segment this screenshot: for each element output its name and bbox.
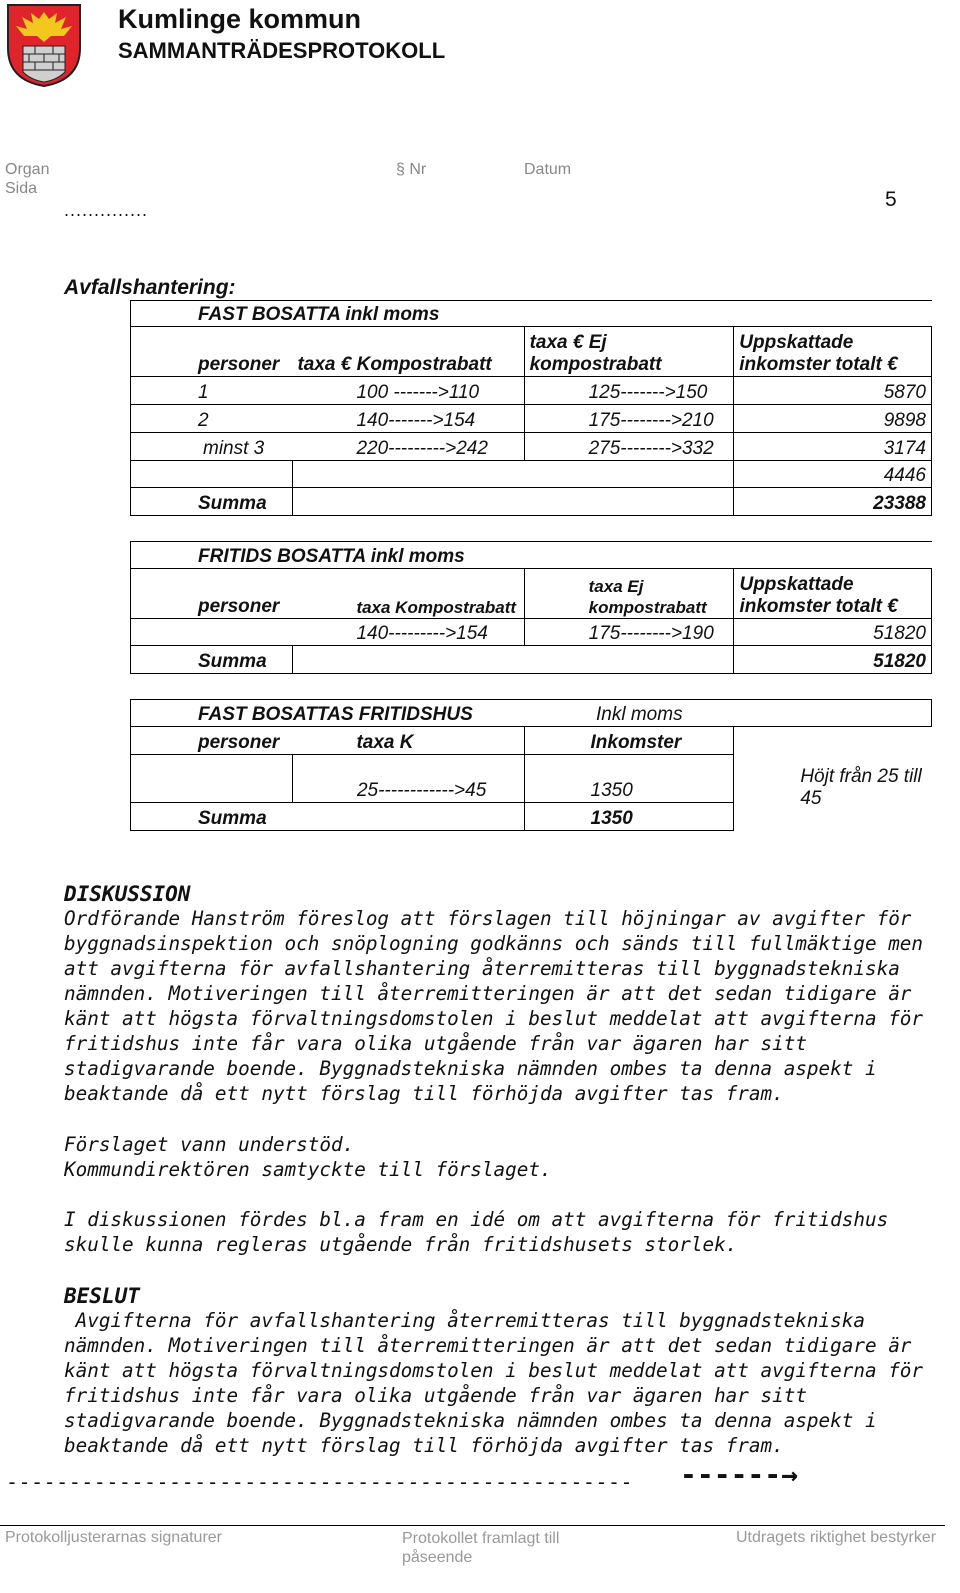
- decision-heading: BESLUT: [64, 1284, 140, 1308]
- table-caption: FAST BOSATTA inkl moms: [131, 301, 932, 327]
- table-row: [131, 377, 932, 405]
- municipal-crest-icon: [5, 2, 83, 88]
- column-header: personer: [131, 727, 293, 755]
- table-cell: [292, 461, 524, 488]
- table-cell: 51820: [734, 619, 932, 646]
- column-header: Inkomster: [524, 727, 734, 755]
- table-cell: 220--------->242: [292, 433, 524, 461]
- table-cell: [131, 619, 293, 646]
- fast-bosatta-table: [130, 300, 932, 516]
- table-cell: 1350: [524, 755, 734, 803]
- municipality-name: Kumlinge kommun: [118, 4, 362, 34]
- organ-label: Organ: [5, 161, 50, 178]
- discussion-paragraph: I diskussionen fördes bl.a fram en idé om att avgifterna för fritidshus skulle kunna regleras utgående från fritidshusets storlek.: [64, 1208, 900, 1256]
- paragraph-number-label: § Nr: [396, 161, 427, 178]
- table-caption: FRITIDS BOSATTA inkl moms: [131, 542, 932, 569]
- document-type: SAMMANTRÄDESPROTOKOLL: [118, 38, 446, 63]
- table-cell: 125------->150: [524, 377, 734, 405]
- sum-row: [131, 488, 932, 516]
- page-number: 5: [885, 188, 897, 211]
- table-cell: minst 3: [131, 433, 293, 461]
- column-header: personer: [131, 327, 293, 377]
- table-cell: 2: [131, 405, 293, 433]
- discussion-paragraph: Förslaget vann understöd.: [64, 1133, 355, 1156]
- organ-placeholder-dots: ..............: [64, 200, 149, 220]
- sida-label: Sida: [5, 180, 38, 197]
- discussion-paragraph: Kommundirektören samtyckte till förslaget.: [64, 1158, 552, 1181]
- section-title: Avfallshantering:: [64, 276, 236, 299]
- column-header: Uppskattade inkomster totalt €: [734, 327, 932, 377]
- table-cell: 100 ------->110: [292, 377, 524, 405]
- table-cell: [524, 461, 734, 488]
- column-header: taxa Ej kompostrabatt: [524, 569, 734, 619]
- sum-label: Summa: [131, 488, 293, 516]
- table-row: [131, 461, 932, 488]
- column-header: personer: [131, 569, 293, 619]
- sum-label: Summa: [131, 646, 293, 674]
- table-cell: 140--------->154: [292, 619, 524, 646]
- column-header: Uppskattade inkomster totalt €: [734, 569, 932, 619]
- sum-value: 51820: [734, 646, 932, 674]
- table-row: [131, 405, 932, 433]
- table-cell: 9898: [734, 405, 932, 433]
- table-cell: 175-------->190: [524, 619, 734, 646]
- fritids-bosatta-table: [130, 541, 932, 674]
- table-caption: FAST BOSATTAS FRITIDSHUS: [131, 700, 525, 727]
- column-header: taxa € Ej kompostrabatt: [524, 327, 734, 377]
- sum-value: 1350: [524, 803, 734, 831]
- sum-value: 23388: [734, 488, 932, 516]
- date-label: Datum: [524, 161, 572, 178]
- column-header: taxa € Kompostrabatt: [292, 327, 524, 377]
- table-cell: 1: [131, 377, 293, 405]
- sum-label: Summa: [131, 803, 293, 831]
- footer-signatures-label: Protokolljusterarnas signaturer: [5, 1529, 222, 1546]
- table-cell: 25------------>45: [292, 755, 524, 803]
- table-cell: 275-------->332: [524, 433, 734, 461]
- column-header: taxa K: [292, 727, 524, 755]
- table-cell: 140------->154: [292, 405, 524, 433]
- sum-row: [131, 646, 932, 674]
- decision-paragraph: Avgifterna för avfallshantering återremitteras till byggnadstekniska nämnden. Motiveringen till återremitteringen är att det sedan tidigare är känt att högsta förvaltningsdomstolen i beslut meddelat att avgifterna för fritidshus inte får vara olika utgående från var ägaren har sitt stadigvarande boende. Byggnadstekniska nämnden ombes ta denna aspekt i beaktande då ett nytt förslag till förhöjda avgifter tas fram.: [64, 1309, 935, 1457]
- footer-posted-label: Protokollet framlagt till påseende: [402, 1530, 560, 1566]
- discussion-heading: DISKUSSION: [64, 882, 191, 906]
- footer-certified-label: Utdragets riktighet bestyrker: [736, 1529, 937, 1546]
- column-header: taxa Kompostrabatt: [292, 569, 524, 619]
- fritidshus-table: [130, 699, 932, 831]
- table-cell: 3174: [734, 433, 932, 461]
- table-cell: [131, 461, 293, 488]
- table-caption-right: Inkl moms: [524, 700, 932, 727]
- table-cell: [131, 755, 293, 803]
- table-cell: 5870: [734, 377, 932, 405]
- table-row: [131, 619, 932, 646]
- table-cell: 4446: [734, 461, 932, 488]
- price-note: Höjt från 25 till 45: [800, 765, 922, 809]
- continuation-arrow-icon: ------→: [680, 1458, 799, 1491]
- continuation-dash-line: --------------------------------------------------: [6, 1470, 634, 1494]
- table-cell: 175-------->210: [524, 405, 734, 433]
- table-row: [131, 433, 932, 461]
- footer-divider: [0, 1525, 945, 1526]
- discussion-paragraph: Ordförande Hanström föreslog att förslagen till höjningar av avgifter för byggnadsinspektion och snöplogning godkänns och sänds till fullmäktige men att avgifterna för avfallshantering återremitteras till byggnadstekniska nämnden. Motiveringen till återremitteringen är att det sedan tidigare är känt att högsta förvaltningsdomstolen i beslut meddelat att avgifterna för fritidshus inte får vara olika utgående från var ägaren har sitt stadigvarande boende. Byggnadstekniska nämnden ombes ta denna aspekt i beaktande då ett nytt förslag till förhöjda avgifter tas fram.: [64, 907, 935, 1105]
